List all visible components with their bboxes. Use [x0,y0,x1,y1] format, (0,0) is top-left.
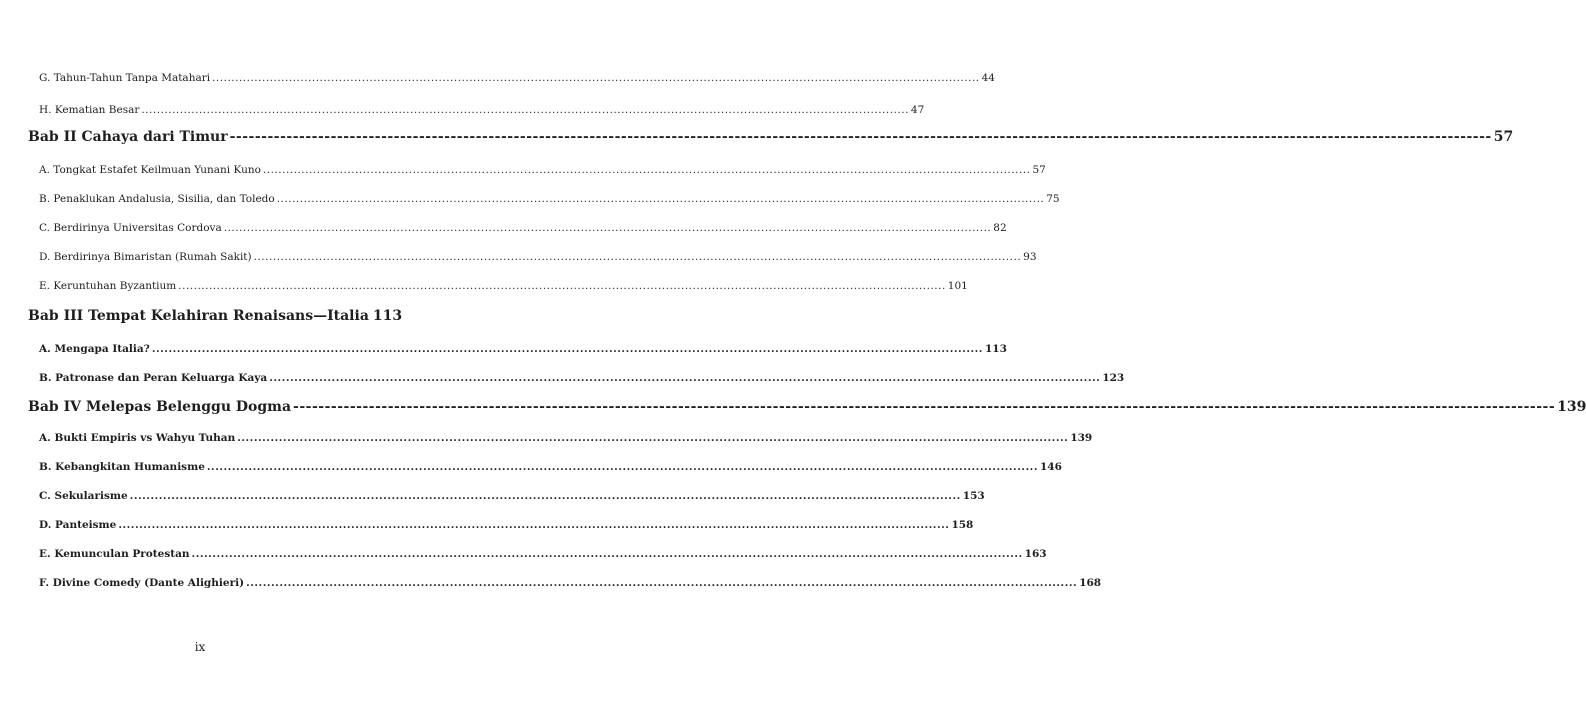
dot-leader: ........................................................................................................................................................................................................ [191,548,1023,560]
dot-leader: ........................................................................................................................................................................................................ [178,280,946,292]
dot-leader: ........................................................................................................................................................................................................ [212,72,980,84]
page-number: ix [194,640,206,654]
toc-chapter-title: Bab II Cahaya dari Timur [28,129,228,145]
dot-leader: ........................................................................................................................................................................................................ [262,164,1031,176]
toc-entry-page: 44 [981,72,995,84]
toc-chapter-2[interactable] [28,129,1514,145]
toc-chapter-page: 139 [1557,399,1586,415]
toc-entry-title: E. Keruntuhan Byzantium [39,280,177,292]
toc-chapter-page: 57 [1493,129,1514,145]
toc-entry-page: 101 [947,280,968,292]
toc-entry-d[interactable] [39,251,1037,263]
dot-leader: ........................................................................................................................................................................................................ [151,343,983,355]
dash-leader: -------------------------------------------------------------------------------------------------------------------------------------------------------------------------------------------------------- [229,129,1492,145]
toc-entry-title: E. Kemunculan Protestan [39,548,190,560]
toc-entry-b[interactable] [39,372,1125,384]
toc-entry-page: 168 [1079,577,1102,589]
toc-entry-title: B. Penaklukan Andalusia, Sisilia, dan Toledo [39,193,275,205]
toc-chapter-3[interactable] [28,308,403,324]
toc-entry-b[interactable] [39,461,1062,473]
toc-entry-h[interactable] [39,104,925,116]
toc-entry-page: 139 [1070,432,1093,444]
toc-entry-page: 82 [993,222,1007,234]
toc-entry-title: A. Tongkat Estafet Keilmuan Yunani Kuno [39,164,261,176]
toc-entry-page: 47 [910,104,925,116]
toc-entry-e[interactable] [39,280,968,292]
dot-leader: ........................................................................................................................................................................................................ [118,519,950,531]
toc-entry-page: 123 [1102,372,1125,384]
toc-entry-page: 93 [1023,251,1037,263]
toc-entry-title: A. Mengapa Italia? [39,343,150,355]
toc-entry-title: B. Patronase dan Peran Keluarga Kaya [39,372,268,384]
toc-entry-title: B. Kebangkitan Humanisme [39,461,205,473]
toc-entry-f[interactable] [39,577,1102,589]
toc-entry-page: 153 [962,490,985,502]
toc-entry-title: F. Divine Comedy (Dante Alighieri) [39,577,245,589]
toc-entry-page: 57 [1032,164,1046,176]
dot-leader: ........................................................................................................................................................................................................ [269,372,1101,384]
toc-entry-page: 146 [1040,461,1062,473]
dot-leader: ........................................................................................................................................................................................................ [206,461,1038,473]
toc-entry-title: A. Bukti Empiris vs Wahyu Tuhan [39,432,236,444]
dot-leader: ........................................................................................................................................................................................................ [246,577,1078,589]
toc-entry-b[interactable] [39,193,1060,205]
toc-chapter-title: Bab III Tempat Kelahiran Renaisans—Italia [28,308,369,324]
toc-entry-page: 113 [984,343,1007,355]
dot-leader: ........................................................................................................................................................................................................ [276,193,1045,205]
dot-leader: ........................................................................................................................................................................................................ [223,222,992,234]
toc-chapter-page: 113 [372,308,403,324]
toc-entry-page: 158 [951,519,974,531]
toc-chapter-4[interactable] [28,399,1586,415]
toc-entry-a[interactable] [39,164,1046,176]
toc-entry-title: H. Kematian Besar [39,104,140,116]
toc-entry-title: C. Sekularisme [39,490,128,502]
toc-entry-a[interactable] [39,343,1007,355]
dot-leader: ........................................................................................................................................................................................................ [253,251,1022,263]
toc-entry-title: D. Berdirinya Bimaristan (Rumah Sakit) [39,251,252,263]
toc-entry-title: C. Berdirinya Universitas Cordova [39,222,222,234]
toc-chapter-title: Bab IV Melepas Belenggu Dogma [28,399,292,415]
toc-entry-title: D. Panteisme [39,519,117,531]
toc-entry-c[interactable] [39,490,985,502]
toc-entry-a[interactable] [39,432,1093,444]
toc-entry-c[interactable] [39,222,1007,234]
toc-entry-d[interactable] [39,519,974,531]
toc-entry-e[interactable] [39,548,1047,560]
toc-entry-page: 75 [1046,193,1060,205]
toc-entry-page: 163 [1024,548,1047,560]
dot-leader: ........................................................................................................................................................................................................ [141,104,909,116]
dash-leader: -------------------------------------------------------------------------------------------------------------------------------------------------------------------------------------------------------- [293,399,1556,415]
toc-entry-g[interactable] [39,72,995,84]
toc-entry-title: G. Tahun-Tahun Tanpa Matahari [39,72,211,84]
dot-leader: ........................................................................................................................................................................................................ [129,490,961,502]
dot-leader: ........................................................................................................................................................................................................ [237,432,1069,444]
